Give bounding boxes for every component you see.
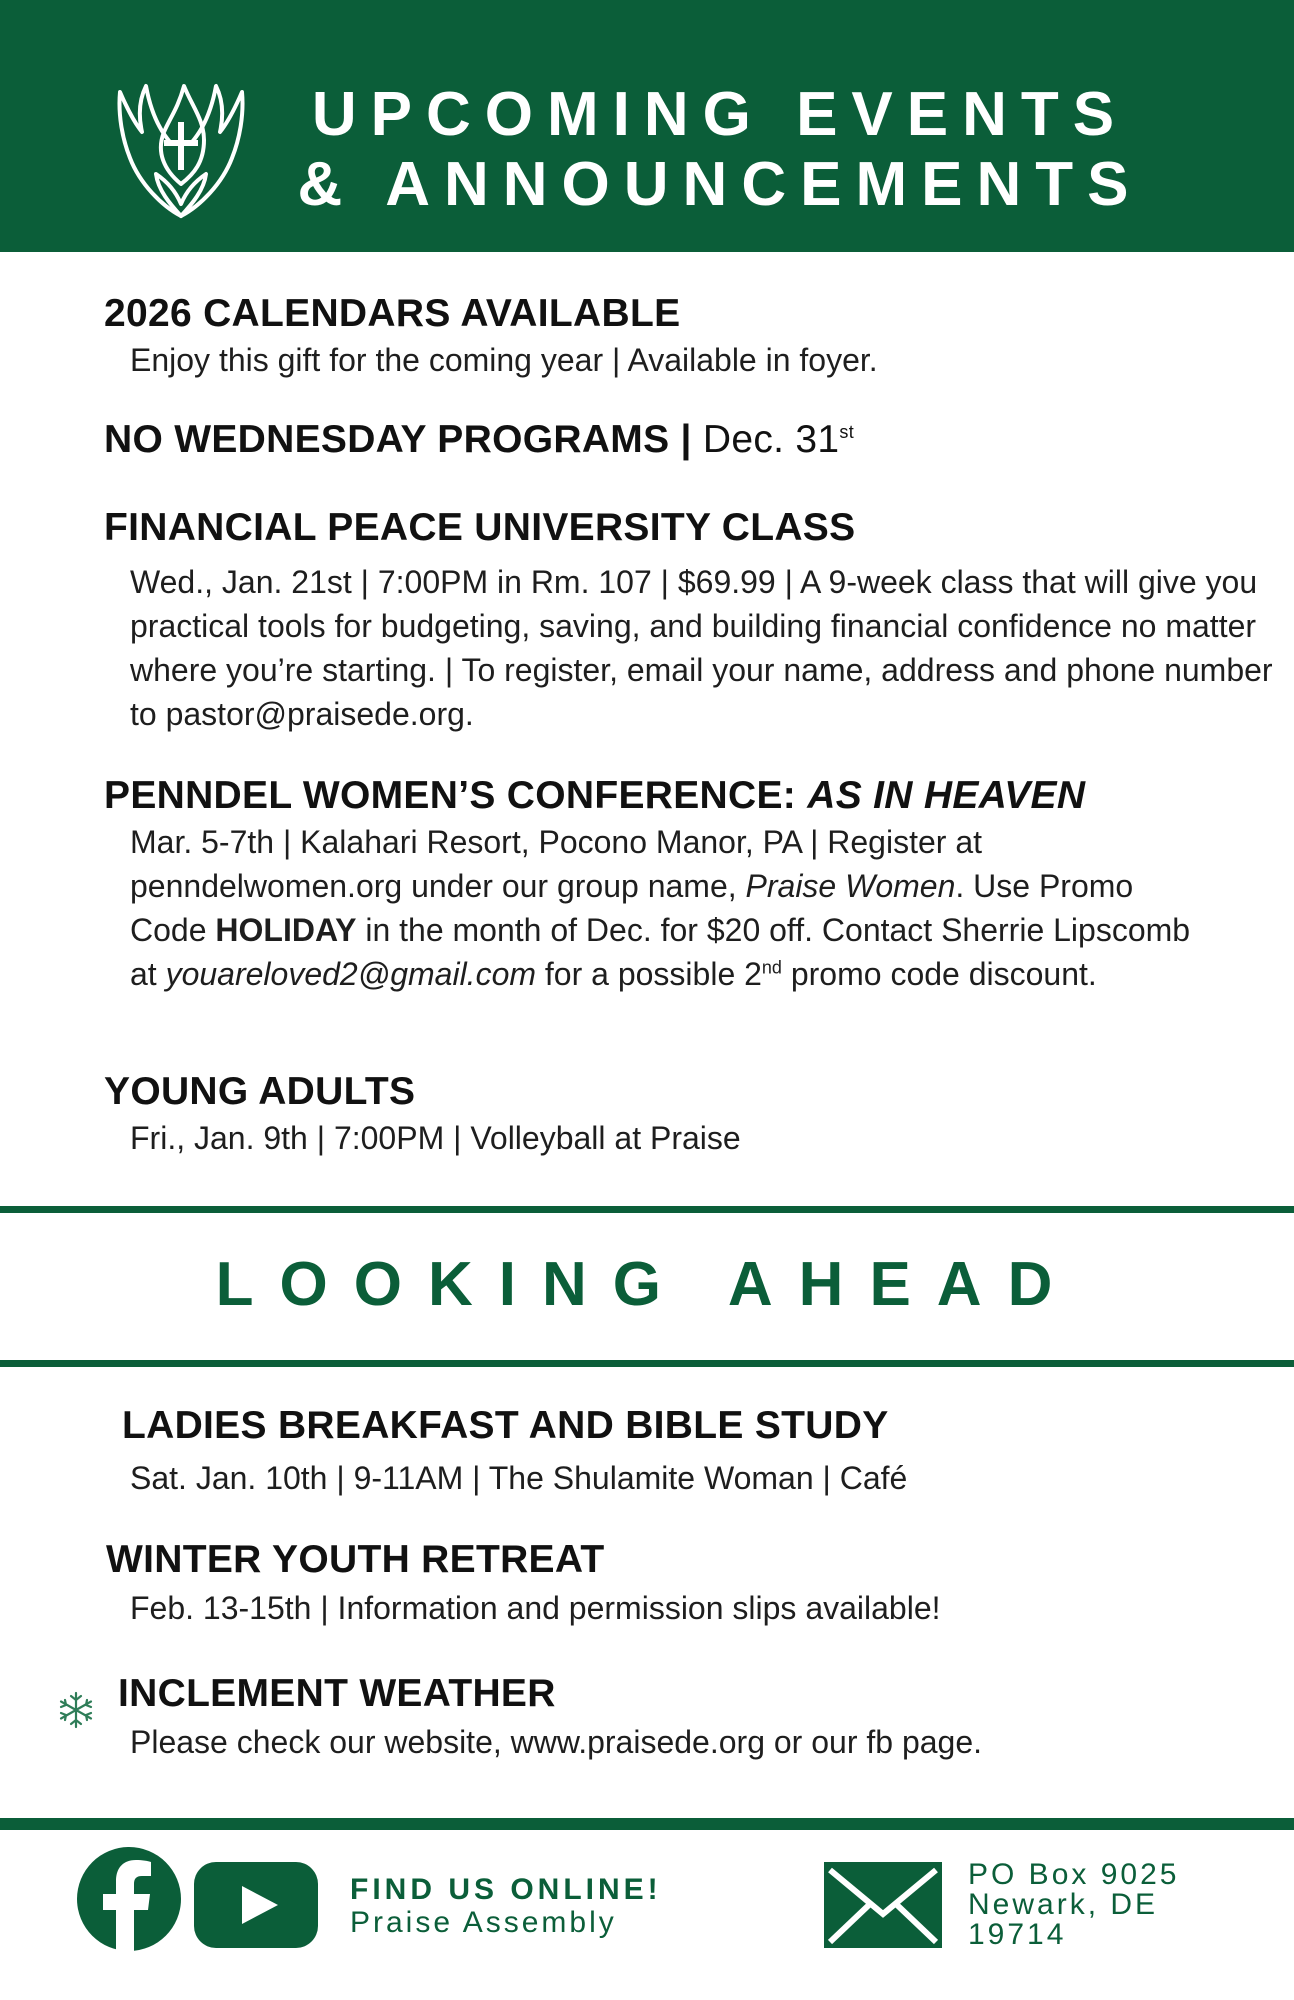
church-logo-icon: [112, 66, 250, 226]
youtube-icon[interactable]: [194, 1862, 318, 1948]
announcement-title-text: NO WEDNESDAY PROGRAMS |: [104, 418, 692, 461]
event-inclement-weather: [118, 1670, 1278, 1764]
text-part: . Use Promo Code: [130, 868, 1134, 948]
mail-icon: [824, 1862, 942, 1948]
announcement-text: Fri., Jan. 9th | 7:00PM | Volleyball at Praise: [130, 1120, 741, 1156]
facebook-icon[interactable]: [76, 1846, 182, 1952]
promo-code: HOLIDAY: [215, 912, 357, 948]
group-name: Praise Women: [745, 868, 956, 904]
text-part: in the month of Dec. for $20 off. Contact Sherrie Lipscomb at: [130, 912, 1191, 992]
announcement-penndel-conference: [104, 772, 1264, 996]
event-title: WINTER YOUTH RETREAT: [106, 1538, 605, 1581]
event-title: INCLEMENT WEATHER: [118, 1672, 556, 1715]
address-line: Newark, DE: [968, 1888, 1159, 1921]
ordinal-suffix: nd: [761, 957, 782, 978]
event-text: Feb. 13-15th | Information and permission slips available!: [130, 1590, 941, 1626]
page-title: [280, 80, 1160, 220]
text-part: for a possible 2: [544, 956, 762, 992]
find-us-label: FIND US ONLINE!: [350, 1873, 662, 1906]
footer-divider: [0, 1818, 1294, 1830]
snowflake-icon: [56, 1690, 96, 1730]
event-text: Please check our website, www.praisede.org or our fb page.: [130, 1724, 983, 1760]
text-part: Mar. 5-7th | Kalahari Resort, Pocono Manor, PA | Register at penndelwomen.org under our group name,: [130, 824, 982, 904]
announcement-title: [104, 416, 1264, 464]
announcement-title: 2026 CALENDARS AVAILABLE: [104, 292, 681, 335]
event-title: LADIES BREAKFAST AND BIBLE STUDY: [122, 1404, 889, 1447]
announcement-title: [104, 772, 1264, 820]
event-winter-youth-retreat: [106, 1536, 1266, 1630]
announcement-text: Wed., Jan. 21st | 7:00PM in Rm. 107 | $69.99 | A 9-week class that will give you practical tools for budgeting, saving, and building financial confidence no matter where you’re starting. | To register, email your name, address and phone number to pastor@praisede.org.: [130, 564, 1273, 732]
announcement-date: Dec. 31: [702, 418, 840, 461]
announcement-text: [104, 820, 1210, 996]
contact-email: youareloved2@gmail.com: [165, 956, 537, 992]
announcement-text: Enjoy this gift for the coming year | Available in foyer.: [130, 342, 878, 378]
event-text: Sat. Jan. 10th | 9-11AM | The Shulamite Woman | Café: [130, 1460, 908, 1496]
text-part: promo code discount.: [790, 956, 1097, 992]
title-line-2: & ANNOUNCEMENTS: [297, 150, 1143, 219]
header-banner: [0, 0, 1294, 252]
church-name: Praise Assembly: [350, 1906, 617, 1939]
announcement-young-adults: [104, 1068, 1264, 1160]
find-us-block: [350, 1873, 662, 1939]
divider: [0, 1360, 1294, 1367]
event-ladies-breakfast: [122, 1402, 1282, 1500]
looking-ahead-heading: LOOKING AHEAD: [215, 1250, 1079, 1319]
title-line-1: UPCOMING EVENTS: [311, 80, 1129, 149]
announcement-calendars: [104, 290, 1264, 382]
mailing-address: [968, 1860, 1179, 1950]
date-suffix: st: [839, 422, 854, 442]
announcement-title-italic: AS IN HEAVEN: [807, 774, 1086, 817]
announcement-financial-peace: [104, 504, 1273, 736]
divider: [0, 1206, 1294, 1213]
address-line: 19714: [968, 1918, 1067, 1951]
address-line: PO Box 9025: [968, 1858, 1180, 1891]
announcement-title: YOUNG ADULTS: [104, 1070, 416, 1113]
announcement-title-text: PENNDEL WOMEN’S CONFERENCE:: [104, 774, 797, 817]
announcement-no-wednesday: [104, 416, 1264, 464]
announcement-title: FINANCIAL PEACE UNIVERSITY CLASS: [104, 506, 856, 549]
